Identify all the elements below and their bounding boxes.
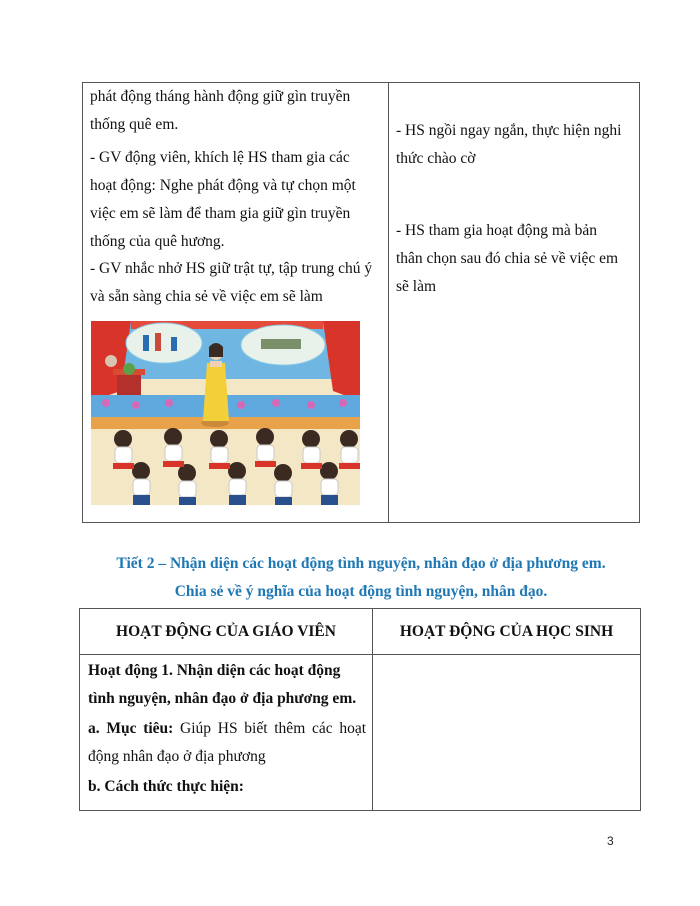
teacher-paragraph-3 xyxy=(90,255,382,311)
goal-line xyxy=(88,715,366,743)
text-line: - HS tham gia hoạt động mà bản xyxy=(396,222,598,239)
teacher-paragraph-1 xyxy=(90,83,382,139)
text-line: sẽ làm xyxy=(396,278,437,295)
text-line: - GV động viên, khích lệ HS tham gia các xyxy=(90,149,350,166)
activity-1-block xyxy=(88,657,366,801)
text-line: - GV nhắc nhở HS giữ trật tự, tập trung chú ý xyxy=(90,260,373,277)
text-line: phát động tháng hành động giữ gìn truyền xyxy=(90,88,351,105)
teacher-column-header: HOẠT ĐỘNG CỦA GIÁO VIÊN xyxy=(80,609,373,655)
text-line: - HS ngồi ngay ngắn, thực hiện nghi xyxy=(396,122,622,139)
page-number: 3 xyxy=(607,834,614,848)
text-line: thức chào cờ xyxy=(396,150,476,167)
teacher-activity-cell xyxy=(83,83,389,522)
text-line: thân chọn sau đó chia sẻ về việc em xyxy=(396,250,619,267)
method-label: b. Cách thức thực hiện: xyxy=(88,778,244,795)
student-activity-cell xyxy=(389,83,639,522)
activity-title: tình nguyện, nhân đạo ở địa phương em. xyxy=(88,690,357,707)
text-line: và sẵn sàng chia sẻ về việc em sẽ làm xyxy=(90,288,323,305)
student-paragraph-1 xyxy=(396,117,631,173)
activity-table-continued xyxy=(82,82,640,523)
text-line: thống quê em. xyxy=(90,116,179,133)
goal-text: Giúp HS biết thêm các hoạt xyxy=(173,720,367,737)
teacher-activity-cell xyxy=(80,655,373,810)
school-assembly-illustration xyxy=(91,321,360,505)
activity-table xyxy=(79,608,641,811)
lesson-heading-line-1: Tiết 2 – Nhận diện các hoạt động tình nguyện, nhân đạo ở địa phương em. xyxy=(116,555,606,572)
activity-title: Hoạt động 1. Nhận diện các hoạt động xyxy=(88,662,341,679)
activity-title-line xyxy=(88,657,366,685)
goal-label: a. Mục tiêu: xyxy=(88,720,174,737)
student-activity-cell xyxy=(373,655,640,810)
method-line xyxy=(88,773,366,801)
student-paragraph-2 xyxy=(396,217,631,301)
activity-title-line xyxy=(88,685,366,713)
text-line: hoạt động: Nghe phát động và tự chọn một xyxy=(90,177,356,194)
lesson-heading-line-2: Chia sẻ về ý nghĩa của hoạt động tình nguyện, nhân đạo. xyxy=(174,583,548,600)
text-line: việc em sẽ làm để tham gia giữ gìn truyền xyxy=(90,205,351,222)
text-line: thống của quê hương. xyxy=(90,233,225,250)
teacher-paragraph-2 xyxy=(90,144,382,256)
goal-line: động nhân đạo ở địa phương xyxy=(88,748,266,765)
student-column-header: HOẠT ĐỘNG CỦA HỌC SINH xyxy=(373,609,640,655)
